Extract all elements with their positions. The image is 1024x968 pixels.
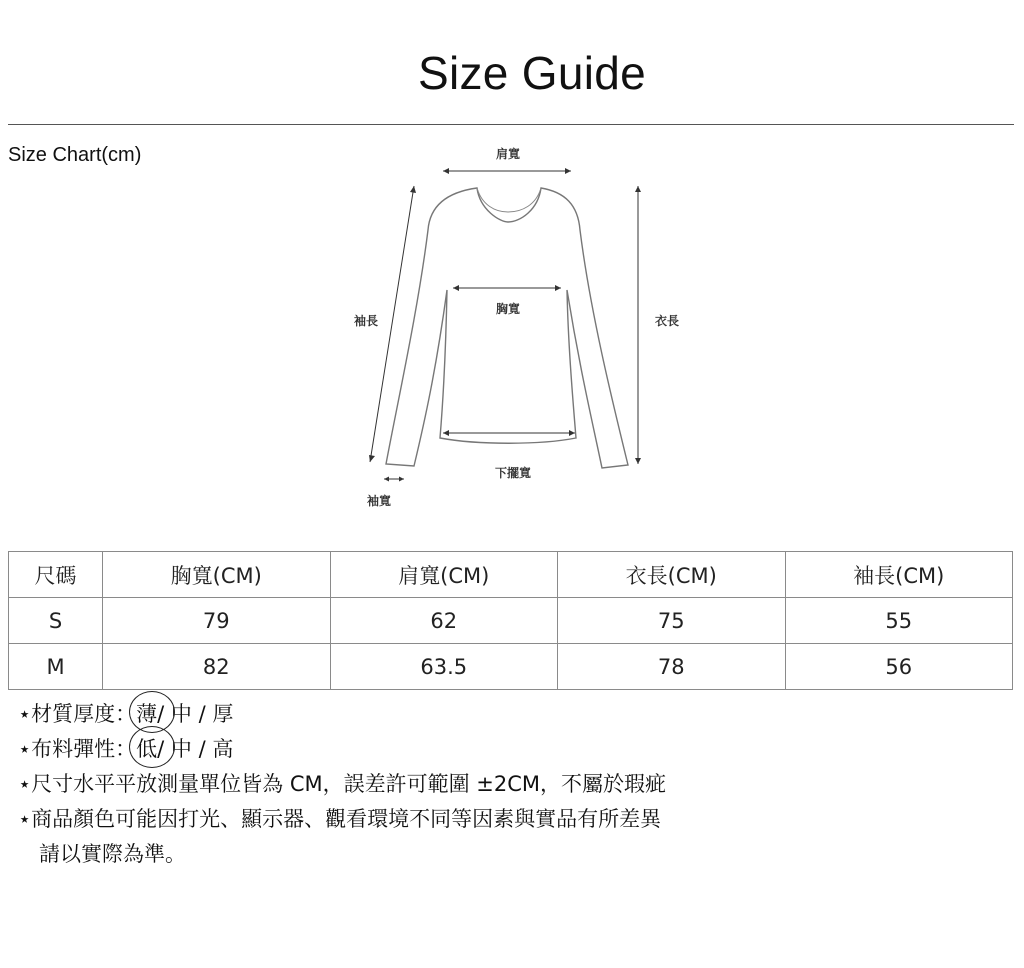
cell-size: S [9, 598, 103, 644]
thickness-selected: 薄 [136, 697, 157, 732]
header-sleeve: 袖長(CM) [785, 552, 1013, 598]
sleeve-length-label: 袖長 [353, 314, 379, 328]
table-row [9, 598, 1013, 644]
table-header-row [9, 552, 1013, 598]
cuff-label: 袖寬 [366, 494, 392, 508]
note-thickness [18, 697, 666, 732]
cell-sleeve: 55 [785, 598, 1013, 644]
elasticity-selected: 低 [136, 732, 157, 767]
header-size: 尺碼 [9, 552, 103, 598]
garment-outline [386, 188, 628, 468]
shoulder-arrow [443, 168, 571, 174]
chest-label: 胸寬 [495, 302, 521, 316]
body-length-label: 衣長 [654, 314, 680, 328]
hem-label: 下擺寬 [494, 466, 532, 480]
note-elasticity [18, 732, 666, 767]
note-color-disclaimer-cont: 請以實際為準。 [39, 842, 186, 866]
cell-chest: 82 [103, 644, 331, 690]
table-row [9, 644, 1013, 690]
page-title: Size Guide [417, 47, 646, 99]
notes-section [18, 697, 666, 872]
elasticity-label: ⋆布料彈性： [18, 737, 137, 761]
note-color-disclaimer: ⋆商品顏色可能因打光、顯示器、觀看環境不同等因素與實品有所差異 [18, 807, 662, 831]
cell-shoulder: 62 [330, 598, 558, 644]
cell-size: M [9, 644, 103, 690]
hem-arrow [443, 430, 575, 436]
body-length-arrow [635, 186, 641, 464]
shoulder-label: 肩寬 [495, 147, 521, 161]
cell-length: 78 [558, 644, 786, 690]
cell-length: 75 [558, 598, 786, 644]
note-measurement: ⋆尺寸水平平放測量單位皆為 CM，誤差許可範圍 ±2CM，不屬於瑕疵 [18, 772, 667, 796]
cuff-arrow [384, 477, 404, 482]
cell-shoulder: 63.5 [330, 644, 558, 690]
header-shoulder: 肩寬(CM) [330, 552, 558, 598]
size-table [8, 551, 1013, 690]
thickness-options: / 中 / 厚 [157, 702, 234, 726]
cell-sleeve: 56 [785, 644, 1013, 690]
cell-chest: 79 [103, 598, 331, 644]
elasticity-options: / 中 / 高 [157, 737, 234, 761]
header-length: 衣長(CM) [558, 552, 786, 598]
chest-arrow [453, 285, 561, 291]
size-chart-heading: Size Chart(cm) [8, 144, 142, 166]
thickness-label: ⋆材質厚度： [18, 702, 137, 726]
header-chest: 胸寬(CM) [103, 552, 331, 598]
